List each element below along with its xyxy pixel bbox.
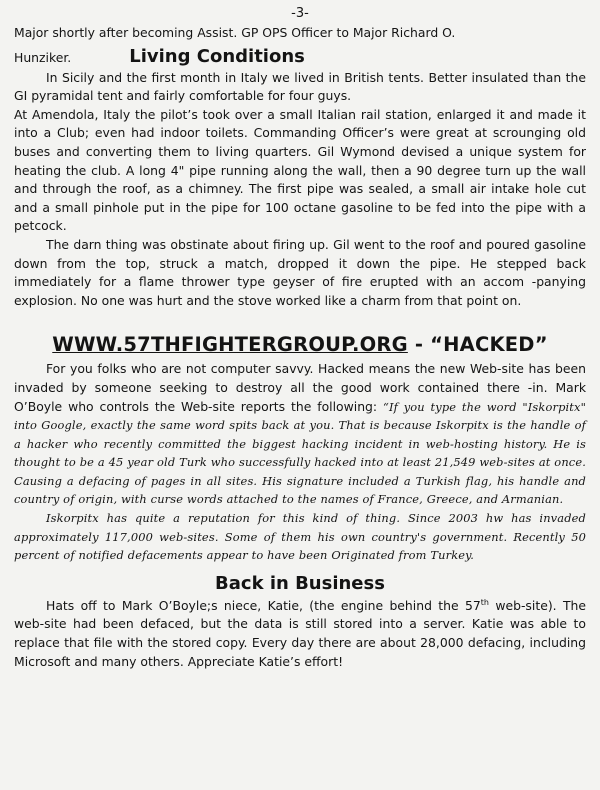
business-text-a: Hats off to Mark O’Boyle;s niece, Katie, (the engine behind the 57: [46, 597, 481, 613]
living-paragraph-1: In Sicily and the first month in Italy we lived in British tents. Better insulated than the GI pyramidal tent and fairly comfortable for four guys.: [14, 69, 586, 104]
intro-line-2: Hunziker.: [14, 49, 72, 65]
website-url: WWW.57THFIGHTERGROUP.ORG: [52, 333, 408, 357]
page-number: -3-: [291, 6, 309, 21]
living-paragraph-2: At Amendola, Italy the pilot’s took over a small Italian rail station, enlarged it and made it into a Club; even had indoor toilets. Commanding Officer’s were great at scrounging old buses and converting them to living quarters. Gil Wymond devised a unique system for heating the club. A long 4" pipe running along the wall, then a 90 degree turn up the wall and through the roof, as a chimney. The first pipe was sealed, a small air intake hole cut and a small pinhole put in the pipe for 100 octane gasoline to be fed into the pipe with a petcock.: [14, 106, 586, 234]
intro-line-1: Major shortly after becoming Assist. GP OPS Officer to Major Richard O.: [14, 25, 456, 40]
business-text-b: web-site). The web-site had been defaced, but the data is still stored into a server. Katie was able to replace that file with the stored copy. Every day there are about 28,000 defacing, including Microsoft and many others. Appreciate Katie’s effort!: [14, 597, 586, 669]
hacked-label: “HACKED”: [430, 333, 548, 357]
living-paragraph-3: The darn thing was obstinate about firing up. Gil went to the roof and poured gasoline down from the top, struck a match, dropped it down the pipe. He stepped back immediately for a flame thrower type geyser of fire erupted with an accom -panying explosion. No one was hurt and the stove worked like a charm from that point on.: [14, 236, 586, 308]
newsletter-page: [14, 6, 586, 671]
hacked-heading: [14, 332, 586, 358]
business-paragraph: [14, 597, 586, 671]
hacked-quote: “If you type the word "Iskorpitx" into Google, exactly the same word spits back at you. That is because Iskorpitx is the handle of a hacker who recently committed the biggest hacking incident in web-hosting history. He is thought to be a 45 year old Turk who successfully hacked into at least 21,549 web-sites at once. Causing a defacing of pages in all sites. His signature included a Turkish flag, his handle and country of origin, with curse words attached to the names of France, Greece, and Armanian.: [14, 399, 586, 507]
living-conditions-heading: Living Conditions: [129, 45, 305, 67]
intro-heading-row: [14, 45, 586, 69]
heading-dash: -: [407, 333, 431, 357]
business-superscript: th: [480, 597, 489, 607]
hacked-paragraph-1-plain: For you folks who are not computer savvy. Hacked means the new Web-site has been invaded by someone seeking to destroy all the good work contained there -in. Mark O’Boyle who controls the Web-site reports the following:: [14, 361, 586, 414]
hacked-paragraph-2: Iskorpitx has quite a reputation for this kind of thing. Since 2003 hw has invaded approximately 117,000 web-sites. Some of them his own country's government. Recently 50 percent of notified defacements appear to have been Originated from Turkey.: [14, 511, 586, 563]
back-in-business-heading: Back in Business: [215, 572, 385, 594]
hacked-paragraph-1: [14, 360, 586, 509]
